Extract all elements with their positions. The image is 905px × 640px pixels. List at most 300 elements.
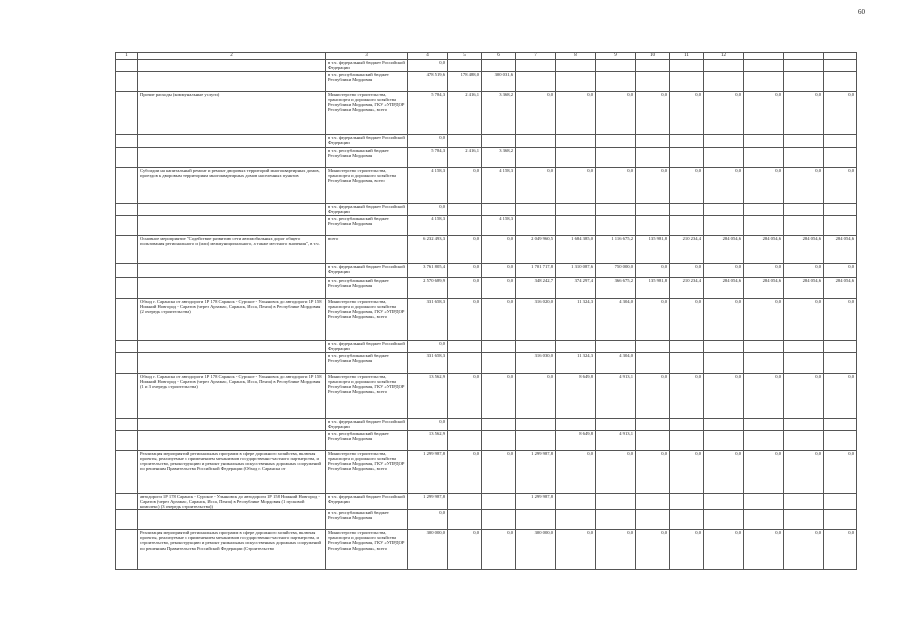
activity-name-cell: Реализация мероприятий региональных программ в сфере дорожного хозяйства, включая проекты, реализуемые с применением механизмов государственно-частного партнерства, и строительство, реконструкцию и ремонт уникальных искусственных дорожных сооружений по решениям Правительства Российской Федерации (Обход г. Саранска от	[138, 451, 326, 494]
amount-cell	[448, 419, 482, 431]
amount-cell	[448, 204, 482, 216]
amount-cell	[670, 341, 704, 353]
amount-cell	[670, 72, 704, 92]
row-index-cell	[116, 451, 138, 494]
amount-cell: 5 784,3	[408, 148, 448, 168]
amount-cell: 0,0	[448, 299, 482, 341]
amount-cell	[448, 60, 482, 72]
executor-source-cell: в т.ч. федеральный бюджет Российской Федерации	[326, 135, 408, 148]
amount-cell: 0,0	[704, 168, 744, 204]
amount-cell	[744, 419, 784, 431]
amount-cell: 0,0	[636, 92, 670, 135]
amount-cell	[824, 148, 857, 168]
amount-cell	[448, 353, 482, 374]
amount-cell: 210 234,4	[670, 278, 704, 299]
table-row	[116, 148, 857, 168]
amount-cell: 0,0	[636, 299, 670, 341]
amount-cell	[556, 494, 596, 510]
activity-name-cell: Прочие расходы (коммунальные услуги)	[138, 92, 326, 135]
amount-cell	[516, 204, 556, 216]
amount-cell: 3 368,2	[482, 92, 516, 135]
amount-cell	[596, 216, 636, 236]
column-header-6: 6	[482, 53, 516, 60]
activity-name-cell	[138, 135, 326, 148]
amount-cell	[824, 431, 857, 451]
amount-cell	[784, 419, 824, 431]
column-header-5: 5	[448, 53, 482, 60]
table-row	[116, 204, 857, 216]
amount-cell	[636, 494, 670, 510]
amount-cell: 0,0	[482, 278, 516, 299]
amount-cell	[824, 60, 857, 72]
amount-cell: 0,0	[448, 236, 482, 264]
amount-cell	[636, 419, 670, 431]
row-index-cell	[116, 236, 138, 264]
amount-cell: 0,0	[824, 264, 857, 278]
amount-cell: 0,0	[824, 299, 857, 341]
amount-cell: 0,0	[448, 168, 482, 204]
executor-source-cell: Министерство строительства, транспорта и дорожного хозяйства Республики Мордовия, всего	[326, 168, 408, 204]
amount-cell: 0,0	[784, 451, 824, 494]
amount-cell: 13 562,9	[408, 374, 448, 419]
amount-cell	[448, 216, 482, 236]
amount-cell: 0,0	[670, 451, 704, 494]
amount-cell: 300 000,0	[516, 530, 556, 570]
amount-cell: 0,0	[704, 451, 744, 494]
row-index-cell	[116, 431, 138, 451]
amount-cell: 0,0	[824, 530, 857, 570]
amount-cell	[556, 216, 596, 236]
amount-cell	[784, 510, 824, 530]
amount-cell	[482, 431, 516, 451]
amount-cell	[744, 494, 784, 510]
table-row	[116, 278, 857, 299]
executor-source-cell: в т.ч. федеральный бюджет Российской Федерации	[326, 60, 408, 72]
amount-cell	[482, 341, 516, 353]
activity-name-cell	[138, 148, 326, 168]
amount-cell	[448, 510, 482, 530]
column-header-15	[824, 53, 857, 60]
table-row	[116, 168, 857, 204]
row-index-cell	[116, 374, 138, 419]
amount-cell	[744, 216, 784, 236]
amount-cell	[482, 204, 516, 216]
column-header-4: 4	[408, 53, 448, 60]
column-header-11: 11	[670, 53, 704, 60]
amount-cell: 4 158,3	[482, 168, 516, 204]
amount-cell: 6 232 493,3	[408, 236, 448, 264]
activity-name-cell	[138, 60, 326, 72]
amount-cell	[636, 72, 670, 92]
amount-cell	[824, 494, 857, 510]
amount-cell	[744, 204, 784, 216]
amount-cell: 348 242,7	[516, 278, 556, 299]
amount-cell: 0,0	[636, 168, 670, 204]
amount-cell	[704, 148, 744, 168]
amount-cell: 0,0	[784, 299, 824, 341]
amount-cell: 135 981,8	[636, 278, 670, 299]
amount-cell: 135 981,8	[636, 236, 670, 264]
amount-cell	[744, 135, 784, 148]
amount-cell	[448, 341, 482, 353]
amount-cell	[556, 72, 596, 92]
amount-cell: 0,0	[744, 92, 784, 135]
activity-name-cell: Обход г. Саранска от автодороги 1Р 178 Саранск - Сурское - Ульяновск до автодороги 1Р 158 Нижний Новгород - Саратов (через Арзамас, Саранск, Исса, Пенза) в Республике Мордовия (2 очередь строительства)	[138, 299, 326, 341]
column-header-14	[784, 53, 824, 60]
amount-cell	[670, 135, 704, 148]
amount-cell	[596, 60, 636, 72]
column-header-1: 1	[116, 53, 138, 60]
row-index-cell	[116, 264, 138, 278]
executor-source-cell: в т.ч. федеральный бюджет Российской Федерации	[326, 341, 408, 353]
amount-cell	[704, 60, 744, 72]
amount-cell	[636, 135, 670, 148]
amount-cell: 0,0	[482, 374, 516, 419]
amount-cell: 0,0	[516, 168, 556, 204]
amount-cell: 0,0	[744, 530, 784, 570]
amount-cell: 0,0	[482, 530, 516, 570]
amount-cell: 2 570 689,9	[408, 278, 448, 299]
amount-cell	[670, 216, 704, 236]
amount-cell: 0,0	[596, 92, 636, 135]
executor-source-cell: в т.ч. республиканский бюджет Республики Мордовия	[326, 510, 408, 530]
amount-cell	[784, 135, 824, 148]
amount-cell	[482, 494, 516, 510]
amount-cell	[596, 204, 636, 216]
row-index-cell	[116, 216, 138, 236]
amount-cell	[636, 341, 670, 353]
amount-cell: 0,0	[482, 451, 516, 494]
executor-source-cell: в т.ч. федеральный бюджет Российской Федерации	[326, 494, 408, 510]
amount-cell: 374 297,4	[556, 278, 596, 299]
amount-cell	[636, 431, 670, 451]
amount-cell: 0,0	[408, 341, 448, 353]
amount-cell	[516, 60, 556, 72]
amount-cell: 331 658,3	[408, 299, 448, 341]
amount-cell: 0,0	[408, 135, 448, 148]
activity-name-cell: Основное мероприятие "Содействие развитию сети автомобильных дорог общего пользования регионального и (или) межмуниципального, а также местного значения", в т.ч.	[138, 236, 326, 264]
executor-source-cell: Министерство строительства, транспорта и дорожного хозяйства Республики Мордовия, ГКУ «УПРДОР Республики Мордовия», всего	[326, 299, 408, 341]
amount-cell	[636, 510, 670, 530]
amount-cell	[516, 431, 556, 451]
amount-cell: 1 299 987,8	[408, 451, 448, 494]
amount-cell: 1 684 385,0	[556, 236, 596, 264]
amount-cell: 3 761 805,4	[408, 264, 448, 278]
table-row	[116, 341, 857, 353]
amount-cell	[670, 510, 704, 530]
activity-name-cell: автодороги 1Р 178 Саранск - Сурское - Ульяновск до автодороги 1Р 158 Нижний Новгород - Саратов (через Арзамас, Саранск, Исса, Пенза) в Республике Мордовия (1 пусковой комплекс) (3 очередь строительства))	[138, 494, 326, 510]
activity-name-cell	[138, 431, 326, 451]
amount-cell: 0,0	[596, 530, 636, 570]
amount-cell	[556, 148, 596, 168]
amount-cell	[784, 431, 824, 451]
amount-cell	[596, 148, 636, 168]
amount-cell: 0,0	[636, 451, 670, 494]
executor-source-cell: в т.ч. республиканский бюджет Республики Мордовия	[326, 278, 408, 299]
amount-cell	[824, 419, 857, 431]
amount-cell	[824, 135, 857, 148]
amount-cell: 0,0	[704, 92, 744, 135]
amount-cell: 0,0	[704, 530, 744, 570]
row-index-cell	[116, 353, 138, 374]
table-row	[116, 494, 857, 510]
executor-source-cell: в т.ч. республиканский бюджет Республики Мордовия	[326, 72, 408, 92]
amount-cell: 11 324,3	[556, 353, 596, 374]
amount-cell: 0,0	[824, 168, 857, 204]
table-row	[116, 510, 857, 530]
executor-source-cell: Министерство строительства, транспорта и дорожного хозяйства Республики Мордовия, ГКУ «УПРДОР Республики Мордовия», всего	[326, 530, 408, 570]
amount-cell	[448, 135, 482, 148]
amount-cell: 478 519,6	[408, 72, 448, 92]
amount-cell	[824, 72, 857, 92]
amount-cell	[516, 72, 556, 92]
amount-cell: 5 784,3	[408, 92, 448, 135]
amount-cell	[670, 204, 704, 216]
activity-name-cell	[138, 510, 326, 530]
amount-cell: 11 324,3	[556, 299, 596, 341]
amount-cell	[704, 353, 744, 374]
amount-cell	[636, 353, 670, 374]
table-row	[116, 72, 857, 92]
column-header-9: 9	[596, 53, 636, 60]
amount-cell	[482, 60, 516, 72]
activity-name-cell	[138, 204, 326, 216]
column-header-7: 7	[516, 53, 556, 60]
amount-cell	[784, 204, 824, 216]
row-index-cell	[116, 135, 138, 148]
amount-cell: 0,0	[784, 374, 824, 419]
executor-source-cell: Министерство строительства, транспорта и дорожного хозяйства Республики Мордовия, ГКУ «УПРДОР Республики Мордовия», всего	[326, 451, 408, 494]
column-header-13	[744, 53, 784, 60]
amount-cell: 0,0	[824, 374, 857, 419]
amount-cell: 0,0	[784, 92, 824, 135]
amount-cell	[670, 431, 704, 451]
amount-cell: 0,0	[408, 204, 448, 216]
amount-cell: 284 054,6	[704, 278, 744, 299]
amount-cell: 0,0	[670, 530, 704, 570]
row-index-cell	[116, 278, 138, 299]
column-header-12: 12	[704, 53, 744, 60]
table-row	[116, 451, 857, 494]
amount-cell: 0,0	[704, 264, 744, 278]
amount-cell: 0,0	[704, 374, 744, 419]
row-index-cell	[116, 92, 138, 135]
amount-cell: 4 913,1	[596, 374, 636, 419]
table-row	[116, 353, 857, 374]
amount-cell: 284 054,6	[744, 236, 784, 264]
amount-cell	[704, 204, 744, 216]
amount-cell	[636, 216, 670, 236]
row-index-cell	[116, 494, 138, 510]
amount-cell: 178 488,0	[448, 72, 482, 92]
page-number: 60	[858, 8, 865, 16]
row-index-cell	[116, 510, 138, 530]
amount-cell: 1 299 987,8	[516, 494, 556, 510]
amount-cell: 0,0	[556, 168, 596, 204]
amount-cell: 0,0	[670, 92, 704, 135]
amount-cell	[784, 216, 824, 236]
amount-cell: 0,0	[704, 299, 744, 341]
amount-cell: 210 234,4	[670, 236, 704, 264]
amount-cell: 0,0	[408, 60, 448, 72]
amount-cell: 0,0	[448, 374, 482, 419]
executor-source-cell: в т.ч. республиканский бюджет Республики Мордовия	[326, 431, 408, 451]
amount-cell	[704, 216, 744, 236]
amount-cell: 2 416,1	[448, 148, 482, 168]
amount-cell: 0,0	[744, 451, 784, 494]
amount-cell: 0,0	[482, 299, 516, 341]
amount-cell	[784, 72, 824, 92]
table-row	[116, 374, 857, 419]
amount-cell	[596, 419, 636, 431]
amount-cell	[596, 494, 636, 510]
amount-cell	[744, 341, 784, 353]
table-row	[116, 419, 857, 431]
table-row	[116, 236, 857, 264]
amount-cell	[824, 204, 857, 216]
amount-cell: 1 116 675,2	[596, 236, 636, 264]
amount-cell: 4 158,3	[482, 216, 516, 236]
amount-cell	[670, 494, 704, 510]
amount-cell: 3 368,2	[482, 148, 516, 168]
amount-cell: 13 562,9	[408, 431, 448, 451]
amount-cell: 2 416,1	[448, 92, 482, 135]
amount-cell: 284 054,6	[824, 278, 857, 299]
amount-cell	[596, 135, 636, 148]
amount-cell	[556, 510, 596, 530]
amount-cell: 0,0	[556, 92, 596, 135]
row-index-cell	[116, 419, 138, 431]
amount-cell	[516, 135, 556, 148]
executor-source-cell: в т.ч. республиканский бюджет Республики Мордовия	[326, 353, 408, 374]
amount-cell: 284 054,6	[824, 236, 857, 264]
activity-name-cell	[138, 264, 326, 278]
activity-name-cell	[138, 341, 326, 353]
amount-cell: 4 304,0	[596, 353, 636, 374]
table-row	[116, 216, 857, 236]
amount-cell: 1 299 987,8	[408, 494, 448, 510]
amount-cell: 284 054,6	[704, 236, 744, 264]
amount-cell: 4 304,0	[596, 299, 636, 341]
amount-cell: 0,0	[824, 451, 857, 494]
amount-cell: 2 049 960,5	[516, 236, 556, 264]
amount-cell	[744, 148, 784, 168]
amount-cell	[556, 135, 596, 148]
amount-cell: 0,0	[516, 374, 556, 419]
column-header-3: 3	[326, 53, 408, 60]
amount-cell: 284 054,6	[744, 278, 784, 299]
amount-cell: 0,0	[408, 510, 448, 530]
amount-cell: 0,0	[670, 264, 704, 278]
amount-cell	[516, 341, 556, 353]
amount-cell: 0,0	[824, 92, 857, 135]
amount-cell	[704, 341, 744, 353]
amount-cell	[704, 494, 744, 510]
amount-cell: 316 020,0	[516, 299, 556, 341]
amount-cell	[784, 341, 824, 353]
amount-cell	[556, 341, 596, 353]
amount-cell	[824, 216, 857, 236]
table-body	[116, 60, 857, 570]
amount-cell	[824, 341, 857, 353]
executor-source-cell: в т.ч. республиканский бюджет Республики Мордовия	[326, 216, 408, 236]
amount-cell	[744, 510, 784, 530]
amount-cell: 0,0	[596, 168, 636, 204]
amount-cell: 0,0	[516, 92, 556, 135]
amount-cell: 0,0	[670, 168, 704, 204]
row-index-cell	[116, 148, 138, 168]
activity-name-cell	[138, 278, 326, 299]
amount-cell: 0,0	[448, 451, 482, 494]
amount-cell	[482, 353, 516, 374]
amount-cell: 0,0	[408, 419, 448, 431]
amount-cell	[636, 204, 670, 216]
amount-cell	[482, 135, 516, 148]
activity-name-cell: Обход г. Саранска от автодороги 1Р 178 Саранск - Сурское - Ульяновск до автодороги 1Р 158 Нижний Новгород - Саратов (через Арзамас, Саранск, Исса, Пенза) в Республике Мордовия (1 и 3 очередь строительства)	[138, 374, 326, 419]
amount-cell: 0,0	[636, 264, 670, 278]
table-row	[116, 299, 857, 341]
amount-cell: 1 299 987,8	[516, 451, 556, 494]
amount-cell	[556, 60, 596, 72]
amount-cell	[744, 431, 784, 451]
amount-cell: 0,0	[556, 530, 596, 570]
amount-cell	[556, 204, 596, 216]
amount-cell	[596, 72, 636, 92]
row-index-cell	[116, 60, 138, 72]
amount-cell	[482, 419, 516, 431]
amount-cell: 0,0	[744, 264, 784, 278]
amount-cell	[516, 216, 556, 236]
amount-cell: 0,0	[744, 168, 784, 204]
amount-cell	[516, 510, 556, 530]
executor-source-cell: Министерство строительства, транспорта и дорожного хозяйства Республики Мордовия, ГКУ «УПРДОР Республики Мордовия», всего	[326, 92, 408, 135]
column-header-2: 2	[138, 53, 326, 60]
column-header-row	[116, 53, 857, 60]
amount-cell	[784, 353, 824, 374]
amount-cell: 300 000,0	[408, 530, 448, 570]
amount-cell: 0,0	[448, 264, 482, 278]
amount-cell	[516, 419, 556, 431]
amount-cell: 284 054,6	[784, 278, 824, 299]
amount-cell	[704, 419, 744, 431]
executor-source-cell: Министерство строительства, транспорта и дорожного хозяйства Республики Мордовия, ГКУ «УПРДОР Республики Мордовия», всего	[326, 374, 408, 419]
budget-table	[115, 52, 857, 570]
executor-source-cell: в т.ч. республиканский бюджет Республики Мордовия	[326, 148, 408, 168]
amount-cell: 1 701 717,8	[516, 264, 556, 278]
amount-cell	[704, 510, 744, 530]
amount-cell	[556, 419, 596, 431]
table-row	[116, 431, 857, 451]
amount-cell: 0,0	[784, 264, 824, 278]
amount-cell: 366 675,2	[596, 278, 636, 299]
amount-cell	[596, 510, 636, 530]
amount-cell	[744, 60, 784, 72]
amount-cell: 0,0	[596, 451, 636, 494]
column-header-10: 10	[636, 53, 670, 60]
activity-name-cell	[138, 419, 326, 431]
amount-cell: 0,0	[744, 299, 784, 341]
amount-cell: 4 913,1	[596, 431, 636, 451]
amount-cell: 0,0	[448, 278, 482, 299]
amount-cell: 4 158,3	[408, 216, 448, 236]
amount-cell: 331 658,3	[408, 353, 448, 374]
amount-cell	[784, 148, 824, 168]
column-header-8: 8	[556, 53, 596, 60]
amount-cell: 0,0	[744, 374, 784, 419]
amount-cell: 4 158,3	[408, 168, 448, 204]
table-row	[116, 135, 857, 148]
amount-cell: 1 310 087,6	[556, 264, 596, 278]
